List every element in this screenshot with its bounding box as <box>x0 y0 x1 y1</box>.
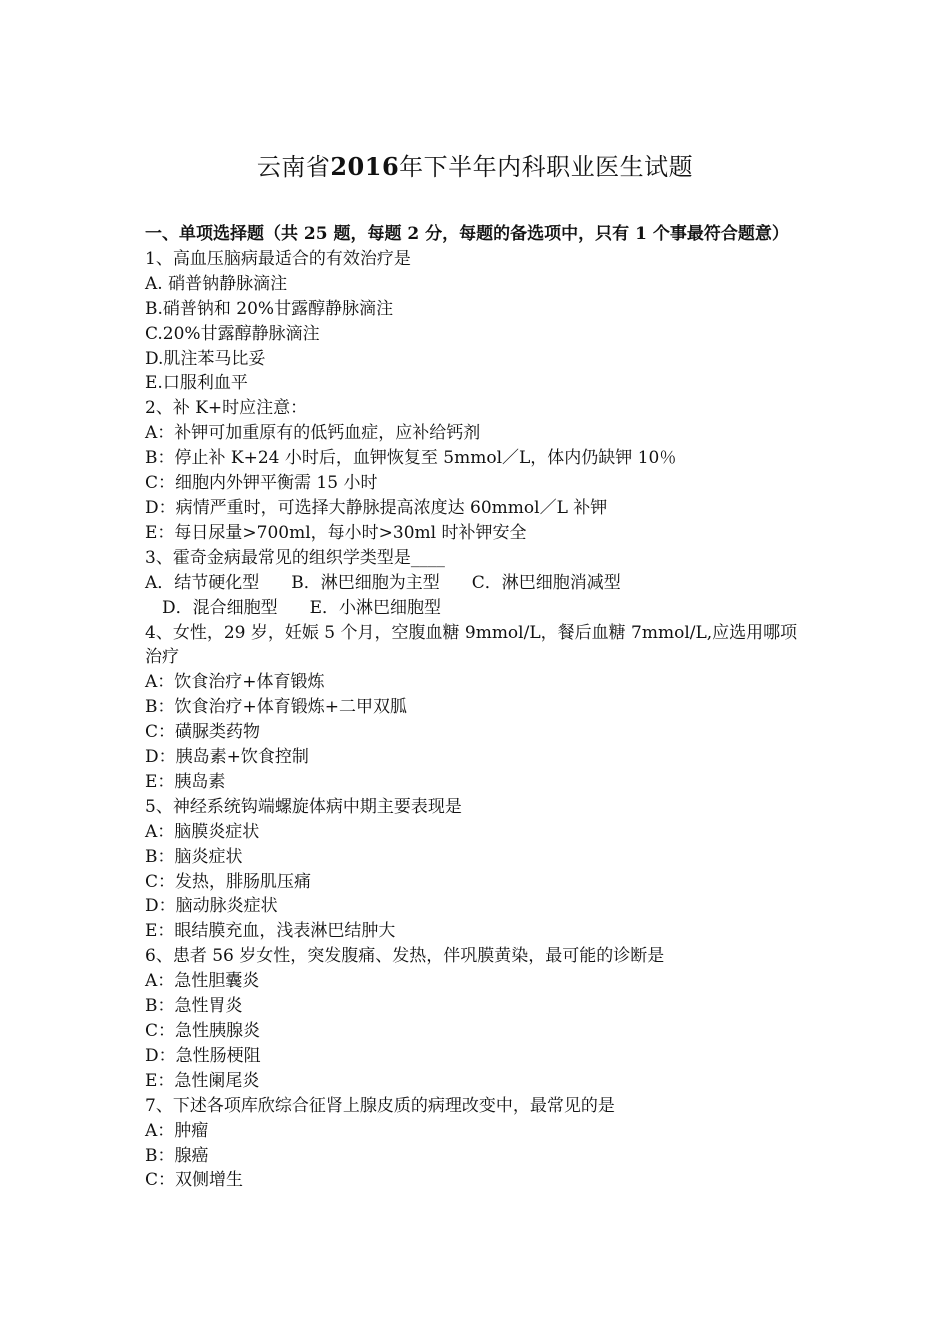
option: B：脑炎症状 <box>145 846 243 867</box>
question-stem: 6、患者 56 岁女性，突发腹痛、发热，伴巩膜黄染，最可能的诊断是 <box>145 946 665 967</box>
option: A：脑膜炎症状 <box>145 821 260 842</box>
question-7 <box>145 1094 810 1194</box>
question-stem: 5、神经系统钩端螺旋体病中期主要表现是 <box>145 796 462 817</box>
option: D．混合细胞型 <box>162 597 278 618</box>
page-title <box>0 150 950 184</box>
section-heading: 一、单项选择题（共 25 题，每题 2 分，每题的备选项中，只有 1 个事最符合题意） <box>145 224 789 244</box>
option: A：肿瘤 <box>145 1120 209 1141</box>
option: B：腺癌 <box>145 1145 209 1166</box>
title-year: 2016 <box>330 152 400 181</box>
option: C.20%甘露醇静脉滴注 <box>145 323 320 344</box>
inline-options-row <box>145 596 810 621</box>
option: B．淋巴细胞为主型 <box>291 572 440 593</box>
option: C：细胞内外钾平衡需 15 小时 <box>145 473 378 494</box>
option: B.硝普钠和 20%甘露醇静脉滴注 <box>145 298 394 319</box>
option: E：眼结膜充血，浅表淋巴结肿大 <box>145 921 396 942</box>
option: C：磺脲类药物 <box>145 722 261 743</box>
question-stem: 4、女性，29 岁，妊娠 5 个月，空腹血糖 9mmol/L，餐后血糖 7mmol/L,应选用哪项治疗 <box>145 622 798 668</box>
option: A：饮食治疗+体育锻炼 <box>145 672 325 693</box>
option: C：双侧增生 <box>145 1170 244 1191</box>
question-1 <box>145 247 810 396</box>
question-stem: 2、补 K+时应注意： <box>145 398 308 419</box>
option: B：急性胃炎 <box>145 996 243 1017</box>
option: E：每日尿量>700ml，每小时>30ml 时补钾安全 <box>145 522 527 543</box>
option: E.口服利血平 <box>145 373 248 394</box>
question-6 <box>145 944 810 1093</box>
option: D：急性肠梗阻 <box>145 1045 261 1066</box>
question-2 <box>145 396 810 545</box>
title-suffix: 年下半年内科职业医生试题 <box>399 153 694 181</box>
option: C：发热，腓肠肌压痛 <box>145 871 312 892</box>
option: A：补钾可加重原有的低钙血症，应补给钙剂 <box>145 423 481 444</box>
option: D：脑动脉炎症状 <box>145 896 278 917</box>
option: E：胰岛素 <box>145 771 226 792</box>
option: D：病情严重时，可选择大静脉提高浓度达 60mmol／L 补钾 <box>145 497 608 518</box>
option: E：急性阑尾炎 <box>145 1070 260 1091</box>
option: B：饮食治疗+体育锻炼+二甲双胍 <box>145 697 407 718</box>
question-3 <box>145 546 810 621</box>
option: C：急性胰腺炎 <box>145 1021 261 1041</box>
option: D：胰岛素+饮食控制 <box>145 747 309 768</box>
option: E．小淋巴细胞型 <box>309 597 442 618</box>
document-body <box>145 222 810 1193</box>
question-5 <box>145 795 810 944</box>
option: A：急性胆囊炎 <box>145 971 260 992</box>
title-prefix: 云南省 <box>256 153 331 181</box>
question-4 <box>145 621 810 795</box>
question-stem: 1、高血压脑病最适合的有效治疗是 <box>145 248 411 269</box>
option: D.肌注苯马比妥 <box>145 348 266 369</box>
option: A．结节硬化型 <box>145 572 260 593</box>
inline-options-row <box>145 571 810 596</box>
question-stem: 3、霍奇金病最常见的组织学类型是____ <box>145 547 445 568</box>
option: B：停止补 K+24 小时后，血钾恢复至 5mmol／L，体内仍缺钾 10％ <box>145 448 677 469</box>
option: C．淋巴细胞消减型 <box>471 572 621 593</box>
option: A. 硝普钠静脉滴注 <box>145 273 288 294</box>
question-stem: 7、下述各项库欣综合征肾上腺皮质的病理改变中，最常见的是 <box>145 1095 615 1116</box>
